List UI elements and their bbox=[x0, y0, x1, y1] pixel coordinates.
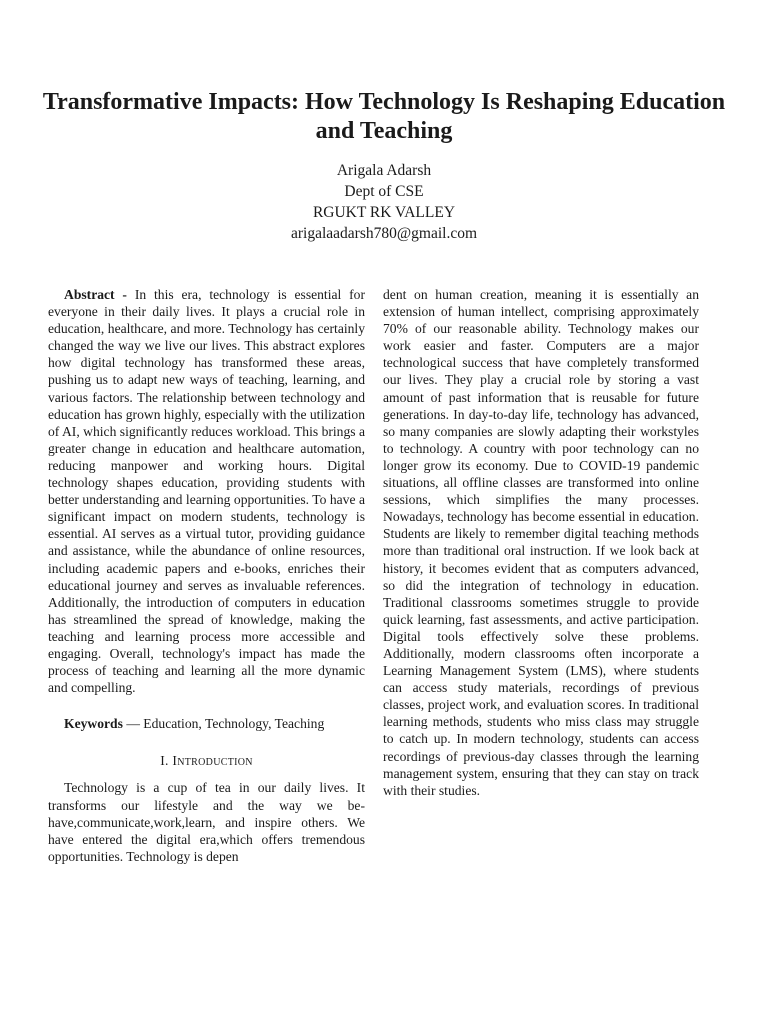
author-block bbox=[0, 160, 768, 244]
keywords bbox=[48, 715, 365, 732]
right-column bbox=[383, 286, 699, 799]
abstract bbox=[48, 286, 365, 696]
keywords-label: Keywords bbox=[64, 716, 123, 732]
intro-paragraph-part1: Technology is a cup of tea in our daily lives. It transforms our lifestyle and the way we behave,communicate,work,learn, and inspire others. We have entered the digital era,which offers tremendous opportunities. Technology is depen bbox=[48, 780, 365, 864]
keywords-text: — Education, Technology, Teaching bbox=[126, 716, 325, 732]
abstract-text: In this era, technology is essential for everyone in their daily lives. It plays a crucial role in education, healthcare, and more. Technology has certainly changed the way we live our lives. This abstract explores how digital technology has transformed these areas, pushing us to adapt new ways of teaching, learning, and various factors. The relationship between technology and education has grown highly, especially with the utilization of AI, which significantly reduces workload. This brings a greater change in education and healthcare automation, reducing manpower and working hours. Digital technology shapes education, providing students with better understanding and learning opportunities. To have a significant impact on modern students, technology is essential. AI serves as a virtual tutor, providing guidance and assistance, while the abundance of online resources, including academic papers and e-books, enriches their educational journey and serves as invaluable references. Additionally, the introduction of computers in education has streamlined the spread of knowledge, making the teaching and learning process more accessible and engaging. Overall, technology's impact has made the process of teaching and learning all the more dynamic and compelling. bbox=[48, 287, 365, 696]
left-column bbox=[48, 286, 365, 865]
author-email: arigalaadarsh780@gmail.com bbox=[291, 225, 477, 242]
author-dept: Dept of CSE bbox=[344, 183, 424, 200]
author-name: Arigala Adarsh bbox=[336, 162, 432, 179]
abstract-label: Abstract - bbox=[64, 287, 127, 302]
intro-paragraph-part2: dent on human creation, meaning it is essentially an extension of human intellect, comprising approximately 70% of our reasonable ability. Technology makes our work easier and faster. Computers are a major technological success that have completely transformed our lives. They play a crucial role by storing a vast amount of past information that is reusable for future generations. In day-to-day life, technology has advanced, so many companies are slowly adapting their workstyles to technology. A country with poor technology can no longer grow its economy. Due to COVID-19 pandemic situations, all offline classes are transformed into online sessions, which simplifies the many processes. Nowadays, technology has become essential in education. Students are likely to remember digital teaching methods more than traditional oral instruction. If we look back at history, it becomes evident that as computers advanced, so did the integration of technology in education. Traditional classrooms sometimes struggle to provide quick learning, fast assessments, and active participation. Digital tools effectively solve these problems. Additionally, modern classrooms often incorporate a Learning Management System (LMS), where students can access study materials, recordings of previous classes, project work, and evaluation scores. In traditional learning methods, students who miss class may struggle to catch up. In modern technology, students can access recordings of previous-day classes through the learning management system, ensuring that they can stay on track with their studies. bbox=[383, 287, 699, 798]
author-institution: RGUKT RK VALLEY bbox=[312, 204, 456, 221]
paper-title: Transformative Impacts: How Technology Is Reshaping Education and Teaching bbox=[42, 89, 726, 144]
section-heading-introduction: I. Introduction bbox=[160, 753, 253, 769]
